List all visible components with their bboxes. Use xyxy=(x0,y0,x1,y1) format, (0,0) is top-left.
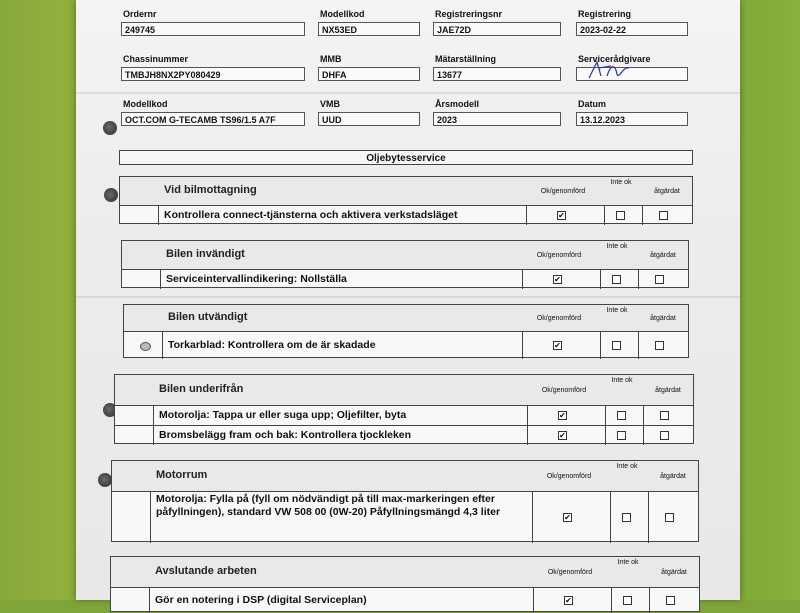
atgardat-checkbox[interactable] xyxy=(655,275,664,284)
section-header xyxy=(124,305,688,332)
checklist-item-text: Motorolja: Fylla på (fyll om nödvändigt på till max-markeringen efter påfyllningen), standard VW 508 00 (0W-20) Påfyllningsmängd 4,3 liter xyxy=(156,493,501,518)
column-divider xyxy=(604,206,605,225)
datum-field: 13.12.2023 xyxy=(576,112,688,126)
checklist-item-text: Gör en notering i DSP (digital Serviceplan) xyxy=(155,594,367,606)
checklist-item-text: Motorolja: Tappa ur eller suga upp; Oljefilter, byta xyxy=(159,409,407,421)
column-atgardat-header: åtgärdat xyxy=(654,188,680,195)
column-divider xyxy=(643,406,644,425)
checklist-item-text: Torkarblad: Kontrollera om de är skadade xyxy=(168,339,376,351)
atgardat-checkbox[interactable] xyxy=(665,513,674,522)
section-title: Avslutande arbeten xyxy=(155,565,257,577)
signature-icon xyxy=(585,60,633,82)
column-divider xyxy=(648,492,649,543)
ok-checkbox[interactable]: ✔ xyxy=(554,341,561,350)
column-divider xyxy=(526,206,527,225)
serviceradgivare-label: Servicerådgivare xyxy=(578,54,651,64)
checklist-row xyxy=(124,331,688,359)
ok-checkbox[interactable]: ✔ xyxy=(558,211,565,220)
checklist-item-text: Kontrollera connect-tjänsterna och aktivera verkstadsläget xyxy=(164,209,458,221)
checklist-row xyxy=(115,405,693,425)
checklist-item-text: Bromsbelägg fram och bak: Kontrollera tjockleken xyxy=(159,429,412,441)
column-divider xyxy=(600,332,601,359)
chassinummer-label: Chassinummer xyxy=(123,54,189,64)
checklist-row xyxy=(112,491,698,543)
mmb-field: DHFA xyxy=(318,67,420,81)
checklist-section xyxy=(111,460,699,542)
column-ok-header: Ok/genomförd xyxy=(540,188,586,195)
checklist-row xyxy=(115,425,693,445)
column-divider xyxy=(153,426,154,445)
checklist-section xyxy=(114,374,694,444)
column-divider xyxy=(605,406,606,425)
section-header xyxy=(115,375,693,406)
column-atgardat-header: åtgärdat xyxy=(655,387,681,394)
column-divider xyxy=(527,426,528,445)
ok-checkbox[interactable]: ✔ xyxy=(564,513,571,522)
column-divider xyxy=(638,332,639,359)
inte-ok-checkbox[interactable] xyxy=(622,513,631,522)
vmb-field: UUD xyxy=(318,112,420,126)
registreringsnr-field: JAE72D xyxy=(433,22,561,36)
ok-checkbox[interactable]: ✔ xyxy=(554,275,561,284)
column-divider xyxy=(162,332,163,359)
column-inte-ok-header: Inte ok xyxy=(616,463,638,470)
checklist-section xyxy=(110,556,700,612)
ok-checkbox[interactable]: ✔ xyxy=(559,411,566,420)
column-inte-ok-header: Inte ok xyxy=(617,559,639,566)
column-divider xyxy=(533,588,534,613)
column-divider xyxy=(610,492,611,543)
matarstallning-field: 13677 xyxy=(433,67,561,81)
column-divider xyxy=(638,270,639,289)
column-divider xyxy=(600,270,601,289)
column-divider xyxy=(611,588,612,613)
column-divider xyxy=(149,588,150,613)
column-inte-ok-header: Inte ok xyxy=(606,307,628,314)
column-divider xyxy=(649,588,650,613)
column-ok-header: Ok/genomförd xyxy=(547,569,593,576)
inte-ok-checkbox[interactable] xyxy=(612,341,621,350)
checklist-row xyxy=(120,205,692,225)
atgardat-checkbox[interactable] xyxy=(660,411,669,420)
column-inte-ok-header: Inte ok xyxy=(606,243,628,250)
column-ok-header: Ok/genomförd xyxy=(541,387,587,394)
section-header xyxy=(111,557,699,588)
atgardat-checkbox[interactable] xyxy=(660,431,669,440)
inte-ok-checkbox[interactable] xyxy=(617,431,626,440)
chassinummer-field: TMBJH8NX2PY080429 xyxy=(121,67,305,81)
mmb-label: MMB xyxy=(320,54,342,64)
ok-checkbox[interactable]: ✔ xyxy=(559,431,566,440)
checklist-row xyxy=(111,587,699,613)
modellkod-field: NX53ED xyxy=(318,22,420,36)
ok-checkbox[interactable]: ✔ xyxy=(565,596,572,605)
section-title: Vid bilmottagning xyxy=(164,184,257,196)
section-header xyxy=(122,241,688,270)
column-divider xyxy=(150,492,151,543)
ordernr-label: Ordernr xyxy=(123,9,157,19)
checklist-section xyxy=(123,304,689,358)
section-header xyxy=(120,177,692,206)
column-ok-header: Ok/genomförd xyxy=(536,252,582,259)
ordernr-field: 249745 xyxy=(121,22,305,36)
bullet-icon xyxy=(140,342,151,351)
serviceradgivare-field xyxy=(576,67,688,81)
column-divider xyxy=(522,270,523,289)
column-divider xyxy=(522,332,523,359)
atgardat-checkbox[interactable] xyxy=(659,211,668,220)
column-divider xyxy=(153,406,154,425)
column-inte-ok-header: Inte ok xyxy=(610,179,632,186)
column-divider xyxy=(605,426,606,445)
column-divider xyxy=(643,426,644,445)
inte-ok-checkbox[interactable] xyxy=(623,596,632,605)
column-ok-header: Ok/genomförd xyxy=(536,315,582,322)
section-title: Bilen invändigt xyxy=(166,248,245,260)
column-atgardat-header: åtgärdat xyxy=(650,315,676,322)
column-inte-ok-header: Inte ok xyxy=(611,377,633,384)
section-header xyxy=(112,461,698,492)
inte-ok-checkbox[interactable] xyxy=(612,275,621,284)
atgardat-checkbox[interactable] xyxy=(655,341,664,350)
section-title: Bilen underifrån xyxy=(159,383,244,395)
registreringsnr-label: Registreringsnr xyxy=(435,9,503,19)
paper-fold xyxy=(76,296,740,298)
section-title: Bilen utvändigt xyxy=(168,311,248,323)
inte-ok-checkbox[interactable] xyxy=(617,411,626,420)
column-atgardat-header: åtgärdat xyxy=(650,252,676,259)
form-title: Oljebytesservice xyxy=(119,150,693,165)
checklist-section xyxy=(121,240,689,288)
registrering-field: 2023-02-22 xyxy=(576,22,688,36)
column-divider xyxy=(160,270,161,289)
column-divider xyxy=(532,492,533,543)
section-title: Motorrum xyxy=(156,469,208,481)
modellkod2-field: OCT.COM G-TECAMB TS96/1.5 A7F xyxy=(121,112,305,126)
matarstallning-label: Mätarställning xyxy=(435,54,497,64)
checklist-row xyxy=(122,269,688,289)
registrering-label: Registrering xyxy=(578,9,632,19)
datum-label: Datum xyxy=(578,99,607,109)
checklist-section xyxy=(119,176,693,224)
vmb-label: VMB xyxy=(320,99,340,109)
paper-fold xyxy=(76,92,740,94)
service-form-sheet xyxy=(76,0,740,606)
column-ok-header: Ok/genomförd xyxy=(546,473,592,480)
column-divider xyxy=(527,406,528,425)
punch-hole xyxy=(98,473,112,487)
column-atgardat-header: åtgärdat xyxy=(661,569,687,576)
arsmodell-field: 2023 xyxy=(433,112,561,126)
checklist-item-text: Serviceintervallindikering: Nollställa xyxy=(166,273,347,285)
column-divider xyxy=(642,206,643,225)
arsmodell-label: Årsmodell xyxy=(435,99,480,109)
column-divider xyxy=(158,206,159,225)
atgardat-checkbox[interactable] xyxy=(666,596,675,605)
punch-hole xyxy=(103,121,117,135)
column-atgardat-header: åtgärdat xyxy=(660,473,686,480)
punch-hole xyxy=(104,188,118,202)
inte-ok-checkbox[interactable] xyxy=(616,211,625,220)
modellkod-label: Modellkod xyxy=(320,9,365,19)
modellkod2-label: Modellkod xyxy=(123,99,168,109)
